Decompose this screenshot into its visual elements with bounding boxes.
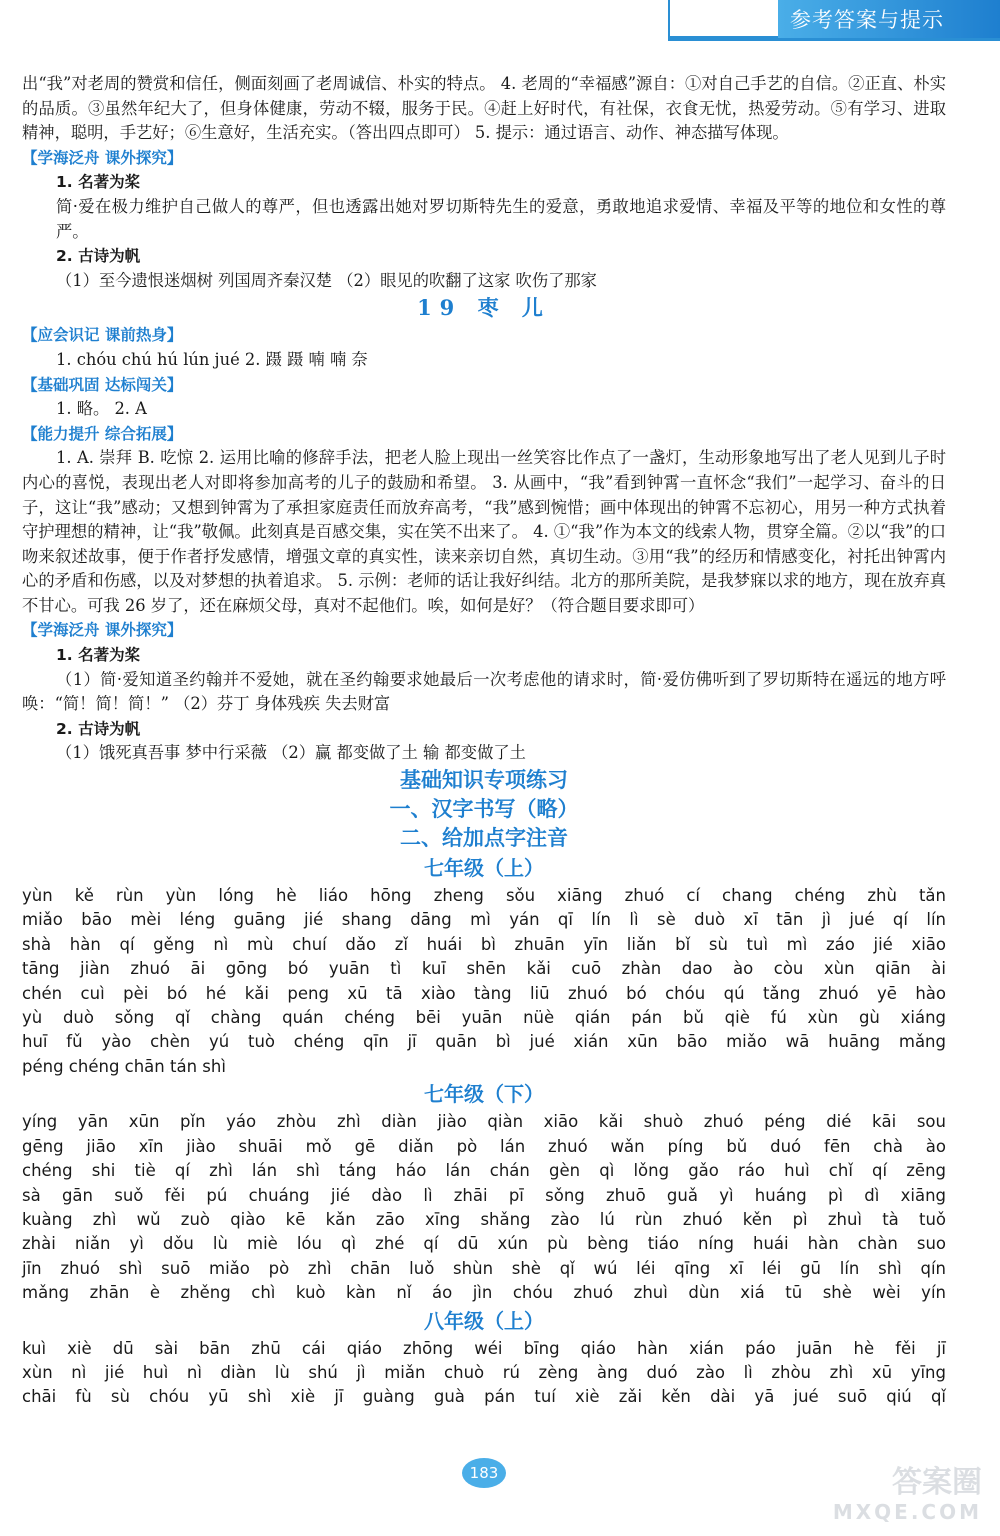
section-heading: 【学海泛舟 课外探究】 — [22, 621, 183, 640]
pinyin-line: chén cuì pèi bó hé kǎi peng xū tā xiào tàng liū zhuó bó chóu qú tǎng zhuó yē hào — [22, 983, 946, 1003]
sub-heading: 1. 名著为桨 — [56, 173, 141, 192]
pinyin-line: xùn nì jié huì nì diàn lù shú jì miǎn chuò rú zèng àng duó zào lì zhòu zhì xū yīng — [22, 1362, 946, 1382]
paragraph: （1）饿死真吾事 梦中行采薇 （2）赢 都变做了土 输 都变做了土 — [56, 743, 526, 763]
pinyin-line: tāng jiàn zhuó āi gōng bó yuān tì kuī shēn kǎi cuō zhàn dao ào còu xùn qiān ài — [22, 959, 946, 979]
pinyin-line: yíng yān xūn pǐn yáo zhòu zhì diàn jiào qiàn xiāo kǎi shuò zhuó péng dié kāi sou — [22, 1112, 946, 1132]
pinyin-line: miǎo bāo mèi léng guāng jié shang dāng mì yán qī lín lì sè duò xī tān jì jué qí lín — [22, 910, 946, 930]
header-box — [668, 0, 780, 38]
paragraph: 1. chóu chú hú lún jué 2. 蹑 蹑 喃 喃 奈 — [56, 349, 368, 369]
paragraph: （1）简·爱知道圣约翰并不爱她，就在圣约翰要求她最后一次考虑他的请求时，简·爱仿佛听到了罗切斯特在遥远的地方呼唤：“简！简！简！” （2）芬丁 身体残疾 失去财富 — [22, 669, 946, 714]
lesson-title: 19 枣 儿 — [417, 295, 551, 321]
paragraph: 简·爱在极力维护自己做人的尊严，但也透露出她对罗切斯特先生的爱意，勇敢地追求爱情、幸福及平等的地位和女性的尊严。 — [56, 196, 946, 241]
paragraph: 1. A. 崇拜 B. 吃惊 2. 运用比喻的修辞手法，把老人脸上现出一丝笑容比作点了一盏灯，生动形象地写出了老人见到儿子时内心的喜悦，表现出老人对即将参加高考的儿子的鼓励和希望。 3. 从画中，“我”看到钟霄一直怀念“我们”一起学习、奋斗的日子，这让“我”感动；又想到钟霄为了承担家庭责任而放弃高考，“我”感到惋惜；画中体现出的钟霄不忘初心，用另一种方式执着守护理想的精神，让“我”敬佩。此刻真是百感交集，实在笑不出来了。 4. ①“我”作为本文的线索人物，贯穿全篇。②以“我”的口吻来叙述故事，便于作者抒发感情，增强文章的真实性，读来亲切自然，真切生动。③用“我”的经历和情感变化，衬托出钟霄内心的矛盾和伤感，以及对梦想的执着追求。 5. 示例：老师的话让我好纠结。北方的那所美院，是我梦寐以求的地方，现在放弃真不甘心。可我 26 岁了，还在麻烦父母，真对不起他们。唉，如何是好？（符合题目要求即可） — [22, 448, 946, 615]
pinyin-line: zhài niǎn yì dǒu lù miè lóu qì zhé qí dū xún pù bèng tiáo níng huái hàn chàn suo — [22, 1234, 946, 1254]
section-heading: 【学海泛舟 课外探究】 — [22, 148, 183, 167]
grade-heading: 七年级（上） — [424, 856, 544, 881]
pinyin-line: péng chéng chān tán shì — [22, 1056, 226, 1076]
section-title: 基础知识专项练习 — [400, 768, 568, 793]
paragraph: 出“我”对老周的赞赏和信任，侧面刻画了老周诚信、朴实的特点。 4. 老周的“幸福感”源自：①对自己手艺的自信。②正直、朴实的品质。③虽然年纪大了，但身体健康，劳动不辍，服务于民。④赶上好时代，有社保，衣食无忧，热爱劳动。⑤有学习、进取精神，聪明，手艺好；⑥生意好，生活充实。（答出四点即可） 5. 提示：通过语言、动作、神态描写体现。 — [22, 74, 946, 143]
pinyin-line: chéng shi tiè qí zhì lán shì táng háo lán chán gèn qì lǒng gǎo ráo huì chǐ qí zēng — [22, 1161, 946, 1181]
sub-heading: 1. 名著为桨 — [56, 646, 141, 665]
pinyin-line: kuàng zhì wǔ zuò qiào kē kǎn zāo xīng shǎng zào lú rùn zhuó kěn pì zhuì tà tuǒ — [22, 1209, 946, 1229]
grade-heading: 八年级（上） — [424, 1308, 544, 1333]
sub-heading: 2. 古诗为帆 — [56, 719, 141, 738]
pinyin-block-g3 — [22, 1337, 946, 1410]
page-number: 183 — [462, 1458, 506, 1488]
header-rule — [668, 38, 1000, 41]
pinyin-line: gēng jiāo xīn jiào shuāi mǒ gē diǎn pò lán zhuó wǎn píng bǔ duó fēn chà ào — [22, 1136, 946, 1156]
pinyin-line: chāi fù sù chóu yū shì xiè jī guàng guà pán tuí xiè zǎi kěn dài yā jué suō qiú qǐ — [22, 1387, 946, 1407]
pinyin-line: kuì xiè dū sài bān zhū cái qiáo zhōng wéi bīng qiáo hàn xián páo juān hè fěi jī — [22, 1338, 946, 1358]
pinyin-block-g2 — [22, 1110, 946, 1305]
section-heading: 【基础巩固 达标闯关】 — [22, 375, 183, 394]
paragraph: 1. 略。 2. A — [56, 399, 147, 419]
section-title: 一、汉字书写（略） — [389, 797, 579, 822]
section-heading: 【应会识记 课前热身】 — [22, 326, 183, 345]
pinyin-line: huī fǔ yào chèn yú tuò chéng qīn jī quān bì jué xián xūn bāo miǎo wā huāng mǎng — [22, 1032, 946, 1052]
section-heading: 【能力提升 综合拓展】 — [22, 424, 183, 443]
watermark-url: MXQE.COM — [832, 1500, 982, 1524]
paragraph: （1）至今遗恨迷烟树 列国周齐秦汉楚 （2）眼见的吹翻了这家 吹伤了那家 — [56, 270, 597, 290]
header-tab: 参考答案与提示 — [778, 0, 1000, 40]
pinyin-line: mǎng zhān è zhěng chì kuò kàn nǐ áo jìn chóu zhuó zhuì dùn xiá tū shè wèi yín — [22, 1283, 946, 1303]
pinyin-line: shà hàn qí gěng nì mù chuí dǎo zǐ huái bì zhuān yīn liǎn bǐ sù tuì mì záo jié xiāo — [22, 934, 946, 954]
pinyin-line: sà gān suǒ fěi pú chuáng jié dào lì zhāi pī sǒng zhuō guǎ yì huáng pì dì xiāng — [22, 1185, 946, 1205]
watermark-logo — [792, 1466, 982, 1528]
grade-heading: 七年级（下） — [424, 1082, 544, 1107]
pinyin-block-g1 — [22, 884, 946, 1079]
pinyin-line: jīn zhuó shì suō miǎo pò zhì chān luǒ shùn shè qǐ wú léi qīng xī léi gū lín shì qín — [22, 1258, 946, 1278]
pinyin-line: yù duò sǒng qǐ chàng quán chéng bēi yuān nüè qián pán bǔ qiè fú xùn gù xiáng — [22, 1008, 946, 1028]
watermark-text: 答案圈 — [892, 1465, 982, 1500]
answer-content — [22, 72, 946, 1410]
pinyin-line: yùn kě rùn yùn lóng hè liáo hōng zheng sǒu xiāng zhuó cí chang chéng zhù tǎn — [22, 886, 946, 906]
section-title: 二、给加点字注音 — [400, 826, 568, 851]
sub-heading: 2. 古诗为帆 — [56, 247, 141, 266]
